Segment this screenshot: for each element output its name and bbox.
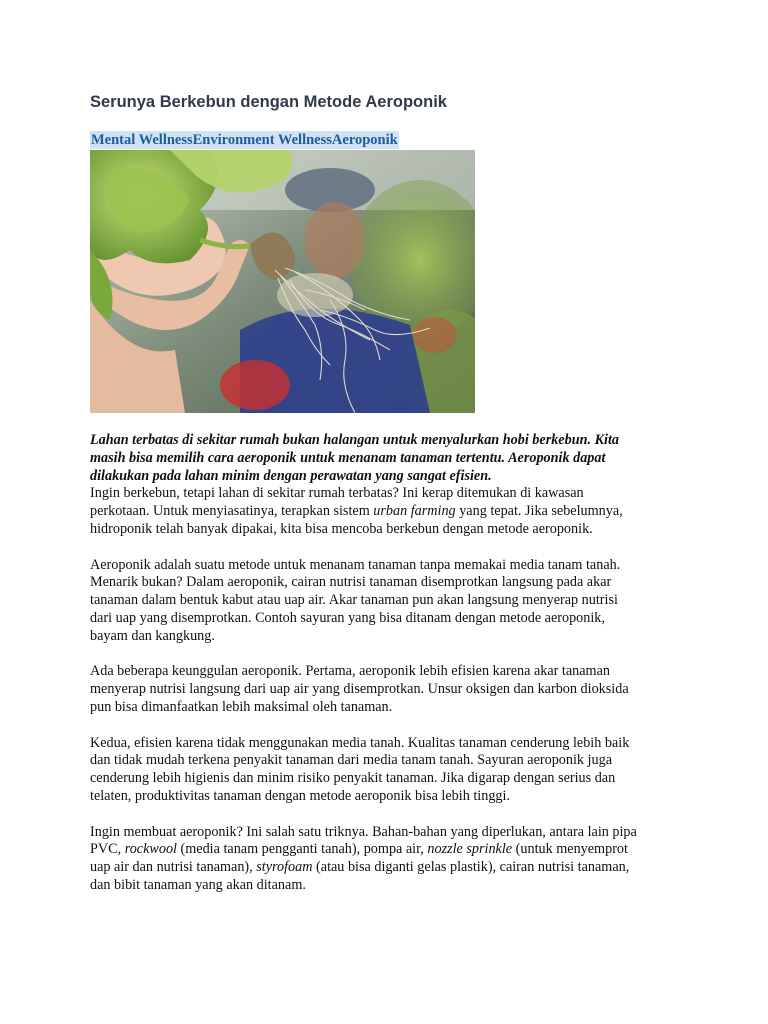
tag-aeroponik[interactable]: Aeroponik: [331, 132, 398, 148]
paragraph-line: dan bibit tanaman yang akan ditanam.: [90, 876, 306, 893]
paragraph-line: menyerap nutrisi langsung dari uap air yang disemprotkan. Unsur oksigen dan karbon dioksida: [90, 681, 629, 698]
paragraph-line: Ada beberapa keunggulan aeroponik. Pertama, aeroponik lebih efisien karena akar tanaman: [90, 663, 610, 680]
article-title: Serunya Berkebun dengan Metode Aeroponik: [90, 93, 447, 111]
paragraph-line: Ingin berkebun, tetapi lahan di sekitar rumah terbatas? Ini kerap ditemukan di kawasan: [90, 485, 584, 502]
paragraph-how-to: [90, 824, 680, 895]
emphasis-term: urban farming: [373, 503, 456, 520]
emphasis-term: nozzle sprinkle: [427, 841, 513, 858]
paragraph-line: PVC, rockwool (media tanam pengganti tanah), pompa air, nozzle sprinkle (untuk menyemprot: [90, 841, 628, 858]
paragraph-line: hidroponik telah banyak dipakai, kita bisa mencoba berkebun dengan metode aeroponik.: [90, 520, 593, 537]
paragraph-advantage-1: [90, 663, 680, 716]
lead-line: masih bisa memilih cara aeroponik untuk menanam tanaman tertentu. Aeroponik dapat: [90, 449, 606, 466]
tag-list: [90, 131, 399, 149]
paragraph-line: cenderung lebih higienis dan minim risiko penyakit tanaman. Jika digarap dengan serius dan: [90, 770, 616, 787]
emphasis-term: rockwool: [124, 841, 177, 858]
lead-line: dilakukan pada lahan minim dengan perawatan yang sangat efisien.: [90, 467, 492, 484]
paragraph-line: telaten, produktivitas tanaman dengan metode aeroponik bisa lebih tinggi.: [90, 787, 510, 804]
article-body: [90, 432, 680, 913]
paragraph-intro: [90, 485, 680, 538]
paragraph-line: bayam dan kangkung.: [90, 627, 215, 644]
paragraph-line: uap air dan nutrisi tanaman), styrofoam (atau bisa diganti gelas plastik), cairan nutrisi tanaman,: [90, 859, 630, 876]
lead-paragraph: [90, 432, 680, 485]
paragraph-advantage-2: [90, 735, 680, 806]
tag-mental-wellness[interactable]: Mental Wellness: [91, 132, 193, 148]
paragraph-line: pun bisa dimanfaatkan lebih maksimal oleh tanaman.: [90, 698, 393, 715]
paragraph-line: perkotaan. Untuk menyiasatinya, terapkan sistem urban farming yang tepat. Jika sebelumnya,: [90, 503, 623, 520]
paragraph-line: tanaman dalam bentuk kabut atau uap air. Akar tanaman pun akan langsung menyerap nutrisi: [90, 592, 618, 609]
article-photo: [90, 150, 475, 413]
paragraph-line: Menarik bukan? Dalam aeroponik, cairan nutrisi tanaman disemprotkan langsung pada akar: [90, 574, 612, 591]
paragraph-line: Ingin membuat aeroponik? Ini salah satu triknya. Bahan-bahan yang diperlukan, antara lain pipa: [90, 823, 637, 840]
paragraph-line: dari uap yang disemprotkan. Contoh sayuran yang bisa ditanam dengan metode aeroponik,: [90, 609, 605, 626]
paragraph-line: Aeroponik adalah suatu metode untuk menanam tanaman tanpa memakai media tanam tanah.: [90, 556, 621, 573]
lead-line: Lahan terbatas di sekitar rumah bukan halangan untuk menyalurkan hobi berkebun. Kita: [90, 432, 620, 448]
emphasis-term: styrofoam: [256, 859, 313, 876]
paragraph-line: dan tidak mudah terkena penyakit tanaman dari media tanam tanah. Sayuran aeroponik juga: [90, 752, 612, 769]
paragraph-line: Kedua, efisien karena tidak menggunakan media tanah. Kualitas tanaman cenderung lebih baik: [90, 734, 630, 751]
paragraph-definition: [90, 557, 680, 646]
tag-environment-wellness[interactable]: Environment Wellness: [192, 132, 332, 148]
